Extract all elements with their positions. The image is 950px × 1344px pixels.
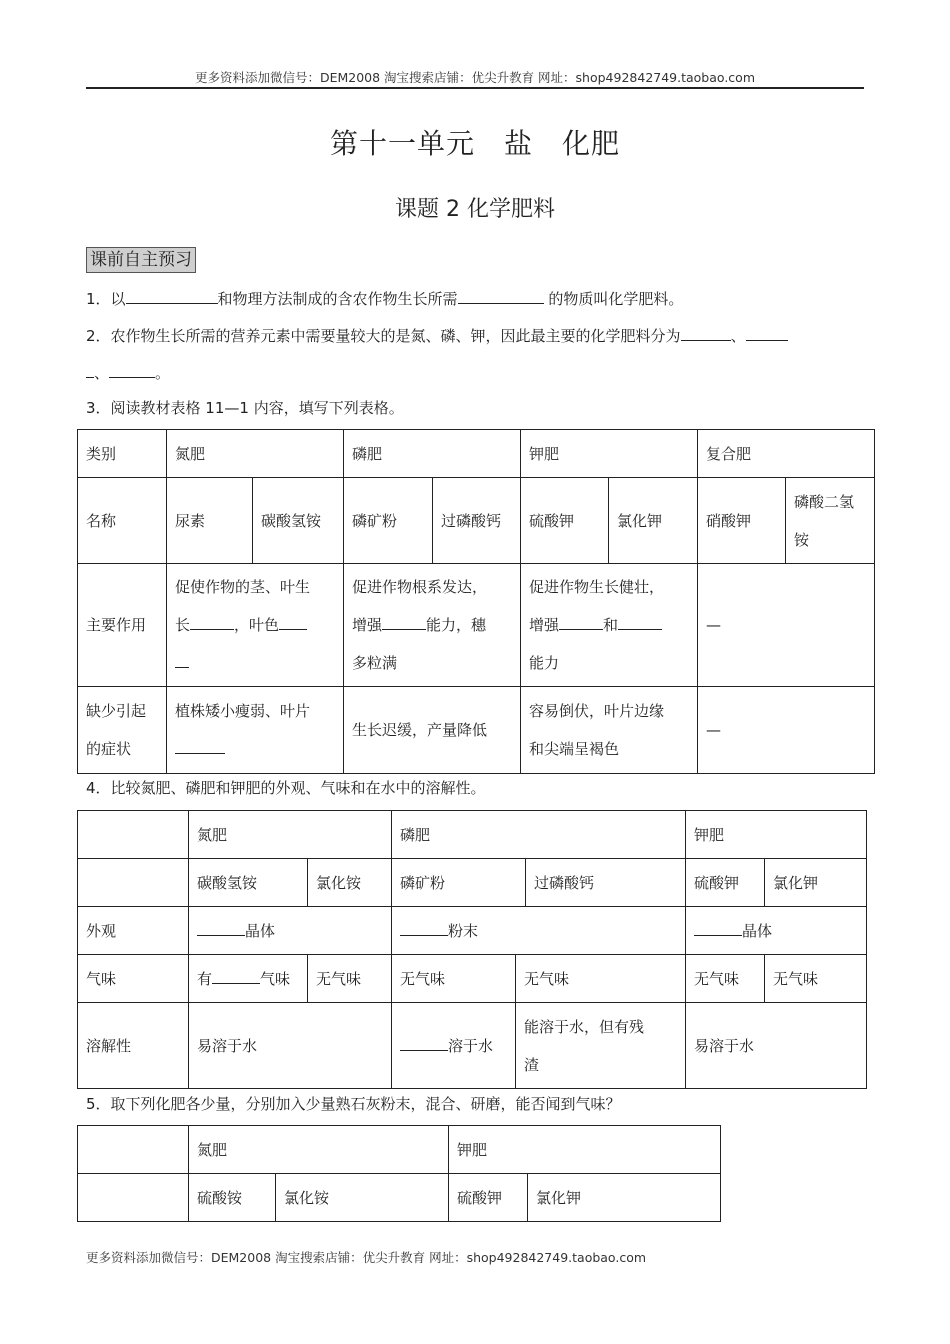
table2-smell-4: 无气味 (516, 955, 686, 1003)
comparison-table (77, 810, 867, 1089)
page-footer: 更多资料添加微信号：DEM2008 淘宝搜索店铺：优尖升教育 网址：shop492842749.taobao.com (86, 1250, 647, 1265)
table2-corner-cell (78, 811, 189, 859)
table2-smell-6: 无气味 (765, 955, 867, 1003)
table2-smell-row (78, 955, 867, 1003)
potassium-blank-1[interactable] (559, 614, 603, 630)
cell-nitrogen-deficiency (167, 687, 344, 774)
cell-potassium-chloride: 氯化钾 (609, 478, 698, 564)
potassium-function-line-2 (529, 606, 689, 644)
table3-header-row (78, 1126, 721, 1174)
q1-text-c: 的物质叫化学肥料。 (543, 290, 684, 308)
cell-potassium-deficiency (521, 687, 698, 774)
smell-text-1a: 有 (197, 969, 213, 988)
phosphorus-function-line-1: 促进作物根系发达， (352, 578, 488, 596)
table3-corner-cell (78, 1126, 189, 1174)
phosphorus-function-text-b: 增强 (352, 616, 383, 634)
nitrogen-function-line-3 (175, 644, 335, 682)
q1-blank-2[interactable] (458, 288, 544, 304)
potassium-deficiency-line-2: 和尖端呈褐色 (529, 740, 620, 758)
cell-name-label: 名称 (78, 478, 167, 564)
cell-potassium-nitrate: 硝酸钾 (698, 478, 786, 564)
cell-function-label: 主要作用 (78, 564, 167, 687)
table2-solubility-label: 溶解性 (78, 1003, 189, 1089)
fertilizer-table (77, 429, 875, 774)
question-3: 3．阅读教材表格 11—1 内容，填写下列表格。 (86, 399, 404, 417)
table1-function-row (78, 564, 875, 687)
q1-text-a: 1．以 (86, 290, 126, 308)
nitrogen-deficiency-line-2 (175, 730, 335, 768)
table2-phosphorus-appearance (392, 907, 686, 955)
nitrogen-deficiency-blank[interactable] (175, 738, 225, 754)
cell-potassium-function (521, 564, 698, 687)
q2-blank-3[interactable] (109, 362, 155, 378)
superphosphate-solubility-line-2: 渣 (524, 1055, 540, 1074)
table2-phosphate-rock-solubility (392, 1003, 516, 1089)
q2-end: 。 (155, 364, 171, 382)
potassium-deficiency-line-1: 容易倒伏，叶片边缘 (529, 702, 665, 720)
page-subtitle: 课题 2 化学肥料 (395, 197, 555, 222)
cell-deficiency-label (78, 687, 167, 774)
potassium-function-line-1: 促进作物生长健壮， (529, 578, 665, 596)
cell-phosphorus-deficiency: 生长迟缓，产量降低 (344, 687, 521, 774)
table2-smell-2: 无气味 (308, 955, 392, 1003)
table2-solubility-row (78, 1003, 867, 1089)
nitrogen-deficiency-line-1: 植株矮小瘦弱、叶片 (175, 702, 311, 720)
table2-potassium: 钾肥 (686, 811, 867, 859)
table2-smell-3: 无气味 (392, 955, 516, 1003)
smell-blank[interactable] (212, 968, 260, 984)
q2-text-a: 2．农作物生长所需的营养元素中需要量较大的是氮、磷、钾，因此最主要的化学肥料分为 (86, 327, 681, 345)
nitrogen-blank-2a[interactable] (279, 614, 307, 630)
table3-potassium-chloride: 氯化钾 (528, 1174, 721, 1222)
cell-urea: 尿素 (167, 478, 253, 564)
q2-blank-1[interactable] (681, 325, 731, 341)
solubility-blank[interactable] (400, 1035, 448, 1051)
nitrogen-function-text-b: 长 (175, 616, 191, 634)
section-label: 课前自主预习 (86, 247, 196, 273)
solubility-text-2: 溶于水 (448, 1036, 494, 1055)
table3-name-empty (78, 1174, 189, 1222)
table3-potassium: 钾肥 (449, 1126, 721, 1174)
cell-compound-deficiency: — (698, 687, 875, 774)
table2-header-row (78, 811, 867, 859)
table2-name-row (78, 859, 867, 907)
deficiency-label-line-1: 缺少引起 (86, 702, 147, 720)
table2-smell-1 (189, 955, 308, 1003)
table2-name-empty (78, 859, 189, 907)
cell-phosphorus-function (344, 564, 521, 687)
table3-potassium-sulfate: 硫酸钾 (449, 1174, 528, 1222)
table1-name-row (78, 478, 875, 564)
table3-ammonium-sulfate: 硫酸铵 (189, 1174, 276, 1222)
smell-text-1b: 气味 (260, 969, 291, 988)
potassium-blank-2[interactable] (618, 614, 662, 630)
phosphorus-function-line-2 (352, 606, 512, 644)
cell-compound-function: — (698, 564, 875, 687)
cell-potassium: 钾肥 (521, 430, 698, 478)
cell-phosphate-rock: 磷矿粉 (344, 478, 433, 564)
table2-appearance-label: 外观 (78, 907, 189, 955)
potassium-function-text-b: 增强 (529, 616, 560, 634)
appearance-blank-2[interactable] (400, 920, 448, 936)
question-5: 5．取下列化肥各少量，分别加入少量熟石灰粉末，混合、研磨，能否闻到气味？ (86, 1095, 621, 1113)
nitrogen-blank-2b[interactable] (175, 652, 189, 668)
table2-smell-label: 气味 (78, 955, 189, 1003)
nitrogen-blank-1[interactable] (190, 614, 234, 630)
q1-blank-1[interactable] (126, 288, 218, 304)
table2-ammonium-bicarbonate: 碳酸氢铵 (189, 859, 308, 907)
q2-sep-2: 、 (94, 364, 110, 382)
superphosphate-solubility-line-1: 能溶于水，但有残 (524, 1017, 645, 1036)
cell-category-label: 类别 (78, 430, 167, 478)
table3-nitrogen: 氮肥 (189, 1126, 449, 1174)
appearance-blank-1[interactable] (197, 920, 245, 936)
nitrogen-function-line-1: 促使作物的茎、叶生 (175, 578, 311, 596)
q2-blank-2a[interactable] (746, 325, 788, 341)
table2-nitrogen-solubility: 易溶于水 (189, 1003, 392, 1089)
table2-superphosphate: 过磷酸钙 (526, 859, 686, 907)
table2-potassium-sulfate: 硫酸钾 (686, 859, 765, 907)
page-title: 第十一单元 盐 化肥 (329, 127, 620, 160)
table2-ammonium-chloride: 氯化铵 (308, 859, 392, 907)
nitrogen-function-text-c: ，叶色 (234, 616, 280, 634)
table2-appearance-row (78, 907, 867, 955)
header-divider (86, 87, 864, 89)
table1-deficiency-row (78, 687, 875, 774)
cell-superphosphate: 过磷酸钙 (433, 478, 521, 564)
table2-nitrogen: 氮肥 (189, 811, 392, 859)
page-header: 更多资料添加微信号：DEM2008 淘宝搜索店铺：优尖升教育 网址：shop492842749.taobao.com (194, 70, 756, 85)
table1-header-row (78, 430, 875, 478)
q2-blank-2b[interactable] (86, 362, 94, 378)
question-2-cont (86, 362, 876, 383)
table3-name-row (78, 1174, 721, 1222)
cell-potassium-sulfate: 硫酸钾 (521, 478, 609, 564)
table2-potassium-chloride: 氯化钾 (765, 859, 867, 907)
appearance-text-2: 粉末 (448, 921, 479, 940)
appearance-text-3: 晶体 (742, 921, 773, 940)
lime-test-table (77, 1125, 721, 1222)
q2-sep-1: 、 (730, 327, 746, 345)
potassium-function-line-3: 能力 (529, 654, 560, 672)
cell-phosphorus: 磷肥 (344, 430, 521, 478)
question-2 (86, 325, 876, 346)
q1-text-b: 和物理方法制成的含农作物生长所需 (217, 290, 458, 308)
potassium-function-text-c: 和 (603, 616, 619, 634)
cell-ammonium-dihydrogen-phosphate: 磷酸二氢铵 (786, 478, 875, 564)
deficiency-label-line-2: 的症状 (86, 740, 132, 758)
phosphorus-blank-1[interactable] (382, 614, 426, 630)
question-4: 4．比较氮肥、磷肥和钾肥的外观、气味和在水中的溶解性。 (86, 779, 486, 797)
cell-nitrogen-function (167, 564, 344, 687)
appearance-blank-3[interactable] (694, 920, 742, 936)
table2-smell-5: 无气味 (686, 955, 765, 1003)
question-1 (86, 288, 876, 309)
cell-nitrogen: 氮肥 (167, 430, 344, 478)
table2-superphosphate-solubility (516, 1003, 686, 1089)
cell-compound: 复合肥 (698, 430, 875, 478)
table2-phosphorus: 磷肥 (392, 811, 686, 859)
table2-phosphate-rock: 磷矿粉 (392, 859, 526, 907)
appearance-text-1: 晶体 (245, 921, 276, 940)
phosphorus-function-text-c: 能力，穗 (426, 616, 487, 634)
table3-ammonium-chloride: 氯化铵 (276, 1174, 449, 1222)
nitrogen-function-line-2 (175, 606, 335, 644)
table2-potassium-solubility: 易溶于水 (686, 1003, 867, 1089)
table2-potassium-appearance (686, 907, 867, 955)
cell-ammonium-bicarbonate: 碳酸氢铵 (253, 478, 344, 564)
table2-nitrogen-appearance (189, 907, 392, 955)
phosphorus-function-line-3: 多粒满 (352, 654, 398, 672)
